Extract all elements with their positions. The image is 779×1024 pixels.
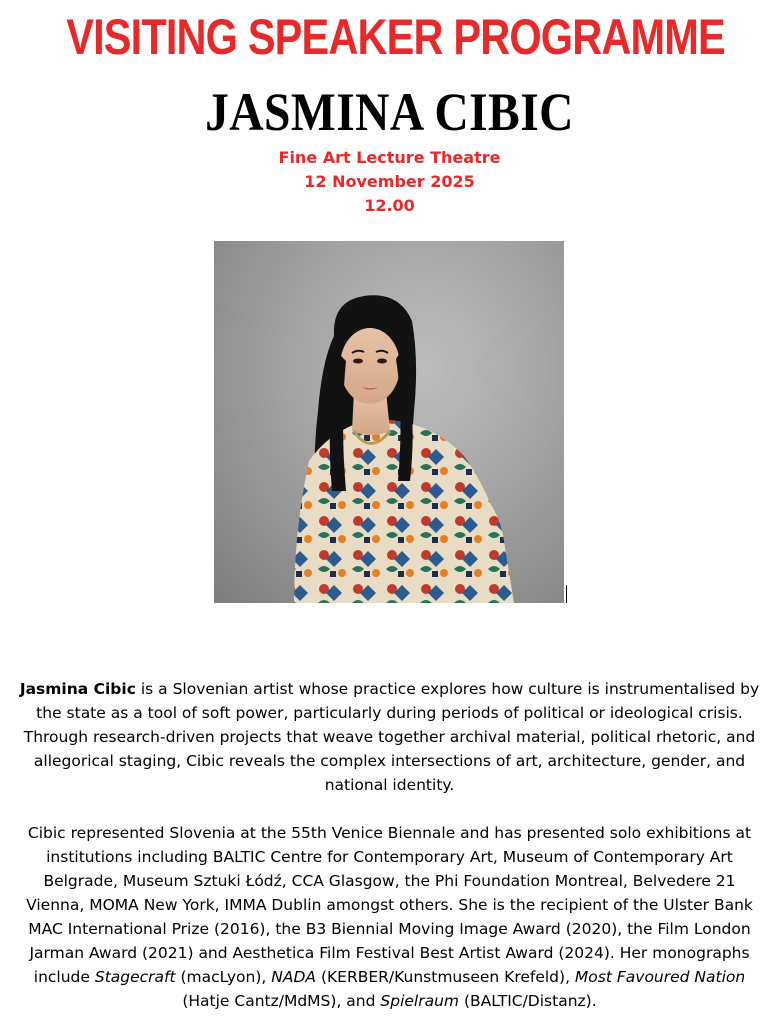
event-details (0, 146, 779, 218)
bio-paragraph-2-text: Cibic represented Slovenia at the 55th Venice Biennale and has presented solo exhibitions at institutions including BALTIC Centre for Contemporary Art, Museum of Contemporary Art Belgrade, Museum Sztuki Łódź, CCA Glasgow, the Phi Foundation Montreal, Belvedere 21 Vienna, MOMA New York, IMMA Dublin amongst others. She is the recipient of the Ulster Bank MAC International Prize (2016), the B3 Biennial Moving Image Award (2020), the Film London Jarman Award (2021) and Aesthetica Film Festival Best Artist Award (2024). Her monographs include (26, 824, 753, 986)
bio-speaker-name: Jasmina Cibic (19, 680, 136, 698)
book-title: NADA (271, 968, 317, 986)
bio-paragraph-1-text: is a Slovenian artist whose practice explores how culture is instrumentalised by the state as a tool of soft power, particularly during periods of political or ideological crisis. Through research-driven projects that weave together archival material, political rhetoric, and allegorical staging, Cibic reveals the complex intersections of art, architecture, gender, and national identity. (23, 680, 760, 794)
speaker-biography (18, 677, 761, 1013)
publisher-text: (BALTIC/Distanz). (459, 992, 597, 1010)
bio-paragraph-2 (18, 821, 761, 1013)
bio-paragraph-1 (18, 677, 761, 797)
publisher-text: (KERBER/Kunstmuseen Krefeld), (316, 968, 575, 986)
event-date: 12 November 2025 (304, 172, 475, 191)
programme-title: VISITING SPEAKER PROGRAMME (66, 9, 725, 65)
event-venue: Fine Art Lecture Theatre (278, 148, 501, 167)
publisher-text: (macLyon), (175, 968, 272, 986)
speaker-portrait (214, 241, 564, 603)
speaker-name: JASMINA CIBIC (205, 82, 574, 142)
event-time: 12.00 (364, 196, 415, 215)
publisher-text: (Hatje Cantz/MdMS), and (182, 992, 381, 1010)
book-title: Most Favoured Nation (574, 968, 746, 986)
book-title: Spielraum (380, 992, 460, 1010)
text-cursor (566, 585, 567, 603)
book-title: Stagecraft (94, 968, 176, 986)
portrait-illustration (214, 241, 564, 603)
